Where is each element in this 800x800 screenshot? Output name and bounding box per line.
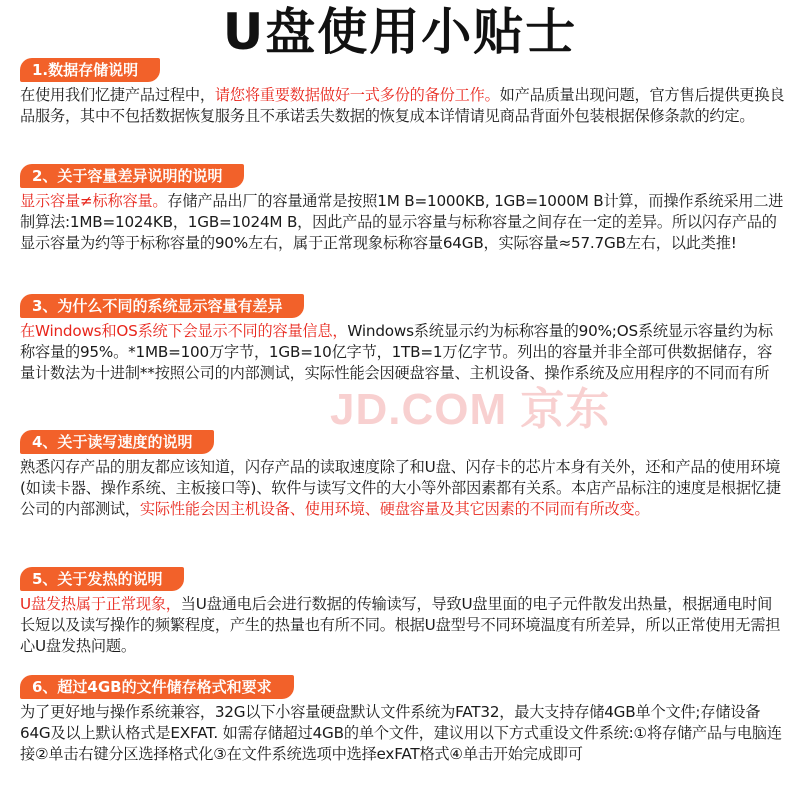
section-system-capacity <box>20 294 786 384</box>
section-body <box>20 702 786 765</box>
body-lead: 在使用我们忆捷产品过程中， <box>20 86 215 104</box>
body-rest: 当U盘通电后会进行数据的传输读写，导致U盘里面的电子元件散发出热量，根据通电时间长短以及读写操作的频繁程度，产生的热量也有所不同。根据U盘型号不同环境温度有所差异，所以正常使用无需担心U盘发热问题。 <box>20 595 781 655</box>
section-heat <box>20 567 786 657</box>
body-rest: Windows系统显示约为标称容量的90%;OS系统显示容量约为标称容量的95%。*1MB=100万字节，1GB=10亿字节，1TB=1万亿字节。列出的容量并非全部可供数据储存，容量计数法为十进制**按照公司的内部测试，实际性能会因硬盘容量、主机设备、操作系统及应用程序的不同而有所 <box>20 322 773 382</box>
section-heading: 1.数据存储说明 <box>20 58 160 82</box>
section-body <box>20 85 786 127</box>
section-capacity-difference <box>20 164 786 254</box>
section-data-storage <box>20 58 786 127</box>
body-highlight: 在Windows和OS系统下会显示不同的容量信息， <box>20 322 348 340</box>
body-lead: 熟悉闪存产品的朋友都应该知道，闪存产品的读取速度除了和U盘、闪存卡的芯片本身有关外，还和产品的使用环境(如读卡器、操作系统、主板接口等)、软件与读写文件的大小等外部因素都有关系。本店产品标注的速度是根据忆捷公司的内部测试， <box>20 458 781 518</box>
section-body <box>20 594 786 657</box>
body-rest: 如产品质量出现问题，官方售后提供更换良品服务，其中不包括数据恢复服务且不承诺丢失数据的恢复成本详情请见商品背面外包装根据保修条款的约定。 <box>20 86 785 125</box>
body-lead: 为了更好地与操作系统兼容，32G以下小容量硬盘默认文件系统为FAT32，最大支持存储4GB单个文件;存储设备64G及以上默认格式是EXFAT. 如需存储超过4GB的单个文件，建议用以下方式重设文件系统:①将存储产品与电脑连接②单击右键分区选择格式化③在文件系统选项中选择exFAT格式④单击开始完成即可 <box>20 703 782 763</box>
section-body <box>20 191 786 254</box>
section-heading: 3、为什么不同的系统显示容量有差异 <box>20 294 304 318</box>
section-heading: 5、关于发热的说明 <box>20 567 184 591</box>
body-rest: 存储产品出厂的容量通常是按照1M B=1000KB, 1GB=1000M B计算，而操作系统采用二进制算法:1MB=1024KB，1GB=1024M B，因此产品的显示容量与标称容量之间存在一定的差异。所以闪存产品的显示容量为约等于标称容量的90%左右，属于正常现象标称容量64GB，实际容量≈57.7GB左右，以此类推! <box>20 192 784 252</box>
page-title: U盘使用小贴士 <box>222 3 578 61</box>
section-file-format <box>20 675 786 765</box>
section-heading: 6、超过4GB的文件储存格式和要求 <box>20 675 294 699</box>
section-heading: 4、关于读写速度的说明 <box>20 430 214 454</box>
section-heading: 2、关于容量差异说明的说明 <box>20 164 244 188</box>
body-highlight: 请您将重要数据做好一式多份的备份工作。 <box>214 86 500 104</box>
jd-watermark: JD.COM 京东 <box>330 385 611 434</box>
section-body <box>20 457 786 520</box>
section-body <box>20 321 786 384</box>
body-highlight: U盘发热属于正常现象， <box>20 595 181 613</box>
section-read-write-speed <box>20 430 786 520</box>
body-highlight: 显示容量≠标称容量。 <box>20 192 168 210</box>
body-highlight: 实际性能会因主机设备、使用环境、硬盘容量及其它因素的不同而有所改变。 <box>139 500 650 518</box>
